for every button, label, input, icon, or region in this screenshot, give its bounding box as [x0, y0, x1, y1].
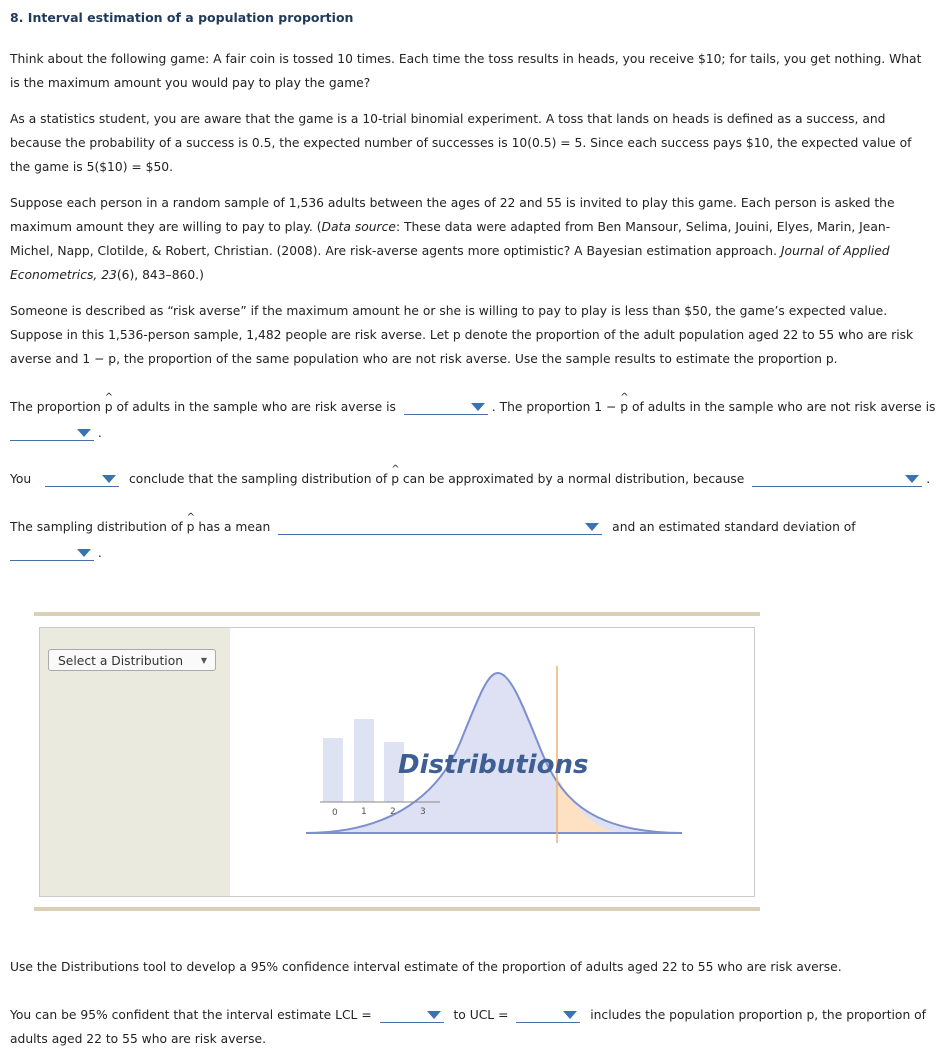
- axis-tick-2: 2: [390, 807, 396, 817]
- tool-top-divider: [34, 612, 760, 616]
- axis-tick-3: 3: [420, 807, 426, 817]
- q1-end: .: [97, 426, 102, 440]
- q1-text-b: of adults in the sample who are risk averse is: [116, 400, 396, 414]
- p-hat-symbol: ^ p: [391, 470, 399, 488]
- q2-text-c: can be approximated by a normal distribution, because: [402, 472, 745, 486]
- q3-text-b: has a mean: [198, 520, 271, 534]
- q1-text-c: . The proportion 1 −: [491, 400, 617, 414]
- question-sampling-dist-line: [10, 518, 856, 536]
- chevron-down-icon: [905, 475, 919, 483]
- axis-tick-0: 0: [332, 808, 338, 818]
- reason-dropdown[interactable]: [752, 472, 922, 487]
- distributions-tool[interactable]: [39, 627, 755, 897]
- journal-name: Journal of Applied Econometrics, 23: [10, 244, 890, 282]
- section-title: 8. Interval estimation of a population proportion: [10, 10, 354, 25]
- select-distribution-button[interactable]: [48, 649, 216, 671]
- question-proportion-line: [10, 398, 935, 416]
- lcl-dropdown[interactable]: [380, 1008, 444, 1023]
- chevron-down-icon: [77, 549, 91, 557]
- q1-text-d: of adults in the sample who are not risk averse is: [632, 400, 936, 414]
- question-proportion-line-2: [10, 424, 102, 442]
- q3-text-a: The sampling distribution of: [10, 520, 183, 534]
- citation-pages: (6), 843–860.): [116, 268, 204, 282]
- std-dev-dropdown[interactable]: [10, 546, 94, 561]
- data-source-label: Data source: [321, 220, 396, 234]
- sample-text: Suppose each person in a random sample of 1,536 adults between the ages of 22 and 55 is invited to play this game. Each person is asked the maximum amount they are willing to pay to play. (: [10, 196, 895, 234]
- tool-instruction: Use the Distributions tool to develop a 95% confidence interval estimate of the proportion of adults aged 22 to 55 who are risk averse.: [10, 960, 842, 974]
- question-interval-line-2: adults aged 22 to 55 who are risk averse.: [10, 1032, 266, 1046]
- chevron-down-icon: ▼: [200, 656, 207, 665]
- logo-title: Distributions: [398, 750, 589, 780]
- can-cannot-dropdown[interactable]: [45, 472, 119, 487]
- chevron-down-icon: [77, 429, 91, 437]
- q2-end: .: [926, 472, 931, 486]
- q1-text-a: The proportion: [10, 400, 101, 414]
- q4-text-a: You can be 95% confident that the interval estimate LCL =: [10, 1008, 372, 1022]
- q4-text-b: to UCL =: [453, 1008, 509, 1022]
- chevron-down-icon: [102, 475, 116, 483]
- question-normal-approx-line: [10, 470, 930, 488]
- q3-text-c: and an estimated standard deviation of: [612, 520, 856, 534]
- citation-text: : These data were adapted from Ben Mansour, Selima, Jouini, Elyes, Marin, Jean-Michel, Napp, Clotilde, & Robert, Christian. (2008). Are risk-averse agents more optimistic? A Bayesian estimation approach.: [10, 220, 891, 258]
- p-hat-symbol: ^ p: [105, 398, 113, 416]
- risk-averse-paragraph: Someone is described as “risk averse” if the maximum amount he or she is willing to pay to play is less than $50, the game’s expected value. Suppose in this 1,536-person sample, 1,482 people are risk averse. Let p denote the proportion of the adult population aged 22 to 55 who are risk averse and 1 − p, the proportion of the same population who are not risk averse. Use the sample results to estimate the proportion p.: [10, 304, 914, 366]
- chevron-down-icon: [585, 523, 599, 531]
- tool-sidebar: [40, 628, 230, 896]
- ucl-dropdown[interactable]: [516, 1008, 580, 1023]
- proportion-not-risk-averse-dropdown[interactable]: [10, 426, 94, 441]
- chevron-down-icon: [427, 1011, 441, 1019]
- tool-bottom-divider: [34, 907, 760, 911]
- chevron-down-icon: [471, 403, 485, 411]
- chevron-down-icon: [563, 1011, 577, 1019]
- p-hat-symbol: ^ p: [187, 518, 195, 536]
- axis-tick-1: 1: [361, 807, 367, 817]
- proportion-risk-averse-dropdown[interactable]: [404, 400, 488, 415]
- game-description: Think about the following game: A fair coin is tossed 10 times. Each time the toss results in heads, you receive $10; for tails, you get nothing. What is the maximum amount you would pay to play the game?: [10, 52, 922, 90]
- expected-value-paragraph: As a statistics student, you are aware that the game is a 10-trial binomial experiment. A toss that lands on heads is defined as a success, and because the probability of a success is 0.5, the expected number of successes is 10(0.5) = 5. Since each success pays $10, the expected value of the game is 5($10) = $50.: [10, 112, 912, 174]
- q2-text-a: You: [10, 472, 32, 486]
- q4-text-c: includes the population proportion p, the proportion of: [590, 1008, 927, 1022]
- p-hat-symbol: ^ p: [620, 398, 628, 416]
- logo-bar: [354, 719, 374, 802]
- question-sampling-dist-line-2: [10, 544, 102, 562]
- sample-paragraph: [10, 191, 928, 287]
- logo-bar: [323, 738, 343, 802]
- select-distribution-label: Select a Distribution: [58, 654, 184, 668]
- distributions-logo: [230, 628, 754, 896]
- mean-dropdown[interactable]: [278, 520, 602, 535]
- question-interval-line: [10, 1006, 926, 1024]
- q3-end: .: [97, 546, 102, 560]
- q2-text-b: conclude that the sampling distribution of: [129, 472, 388, 486]
